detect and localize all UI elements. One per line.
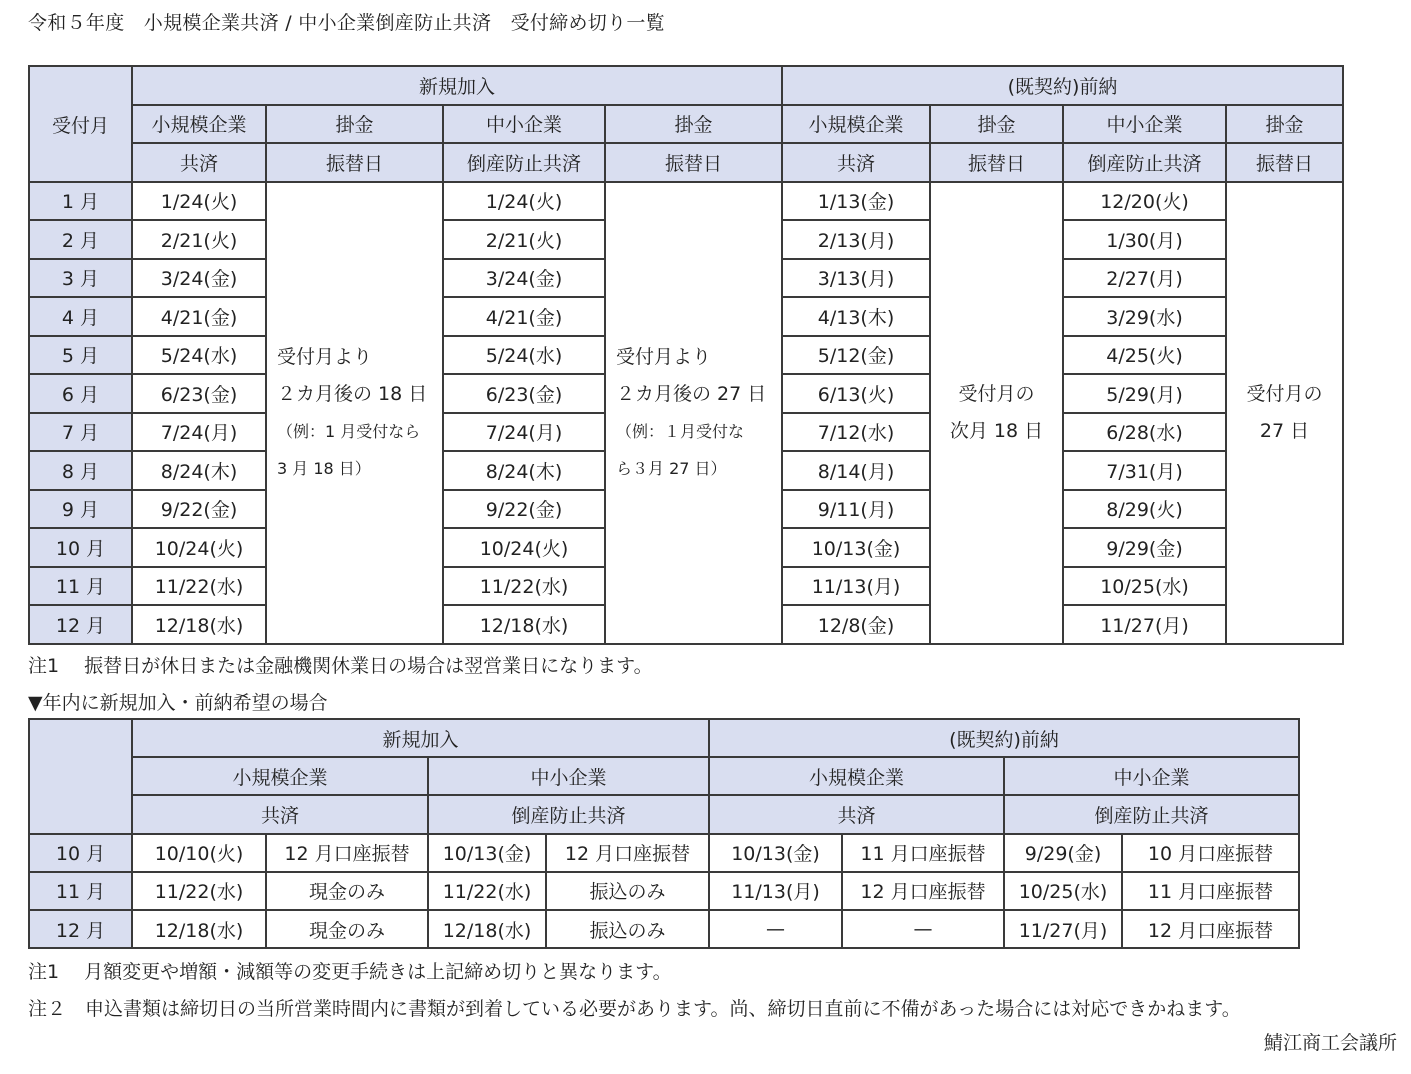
pre-tosan-deadline: 12/20(火) <box>1063 182 1226 221</box>
pre-shokibo-deadline: 2/13(月) <box>782 220 930 259</box>
new-tosan-deadline: 10/24(火) <box>443 528 605 567</box>
new-tosan-transfer-day <box>605 182 782 644</box>
month-cell: 12 月 <box>29 910 132 948</box>
new-tosan-deadline: 11/22(水) <box>443 567 605 606</box>
header-prepayment: (既契約)前納 <box>782 66 1343 105</box>
note-change-procedures: 注1 月額変更や増額・減額等の変更手続きは上記締め切りと異なります。 <box>28 961 672 983</box>
new-tosan-date: 12/18(水) <box>428 910 546 948</box>
new-shokibo-deadline: 5/24(水) <box>132 336 266 375</box>
month-cell: 1 月 <box>29 182 132 221</box>
t2-header-shokibo-new-2: 共済 <box>132 795 428 833</box>
transfer-text-line2: ２カ月後の 27 日 <box>616 382 767 405</box>
pre-shokibo-deadline: 3/13(月) <box>782 259 930 298</box>
transfer-text-line4: 3 月 18 日） <box>277 458 371 478</box>
pre-tosan-deadline: 2/27(月) <box>1063 259 1226 298</box>
pre-tosan-method: 12 月口座振替 <box>1122 910 1299 948</box>
transfer-text-line1: 受付月より <box>616 345 712 368</box>
header-new-enrollment-2: 新規加入 <box>132 719 709 757</box>
new-shokibo-deadline: 8/24(木) <box>132 451 266 490</box>
t2-header-shokibo-new-1: 小規模企業 <box>132 757 428 795</box>
header-shokibo-pre-1: 小規模企業 <box>782 105 930 144</box>
table-row <box>29 182 1343 221</box>
month-cell: 9 月 <box>29 490 132 529</box>
pre-shokibo-deadline: 12/8(金) <box>782 605 930 644</box>
pre-shokibo-date: — <box>709 910 842 948</box>
new-tosan-method: 12 月口座振替 <box>546 834 709 872</box>
transfer-text-line1: 受付月の <box>1246 382 1323 405</box>
t2-header-tosan-new-1: 中小企業 <box>428 757 709 795</box>
header-kakekin-pre-1: 掛金 <box>930 105 1063 144</box>
new-tosan-deadline: 5/24(水) <box>443 336 605 375</box>
pre-tosan-deadline: 11/27(月) <box>1063 605 1226 644</box>
table-row <box>29 834 1299 872</box>
new-shokibo-date: 11/22(水) <box>132 872 266 910</box>
pre-tosan-date: 9/29(金) <box>1004 834 1122 872</box>
pre-shokibo-method: 12 月口座振替 <box>842 872 1004 910</box>
new-tosan-method: 振込のみ <box>546 910 709 948</box>
year-end-table <box>28 718 1300 949</box>
transfer-text-line2: 次月 18 日 <box>949 419 1044 442</box>
deadline-table <box>28 65 1344 645</box>
section-year-end-title: ▼年内に新規加入・前納希望の場合 <box>28 692 328 714</box>
month-cell: 4 月 <box>29 297 132 336</box>
new-shokibo-deadline: 12/18(水) <box>132 605 266 644</box>
page-title: 令和５年度 小規模企業共済 / 中小企業倒産防止共済 受付締め切り一覧 <box>28 12 665 34</box>
pre-shokibo-deadline: 4/13(木) <box>782 297 930 336</box>
t2-header-tosan-pre-1: 中小企業 <box>1004 757 1299 795</box>
new-tosan-date: 10/13(金) <box>428 834 546 872</box>
new-shokibo-deadline: 1/24(火) <box>132 182 266 221</box>
month-cell: 10 月 <box>29 834 132 872</box>
table-row <box>29 872 1299 910</box>
pre-shokibo-deadline: 7/12(水) <box>782 413 930 452</box>
transfer-text-line2: 27 日 <box>1259 419 1310 442</box>
pre-tosan-transfer-day <box>1226 182 1343 644</box>
pre-shokibo-deadline: 9/11(月) <box>782 490 930 529</box>
pre-shokibo-transfer-day <box>930 182 1063 644</box>
new-tosan-deadline: 3/24(金) <box>443 259 605 298</box>
new-tosan-deadline: 7/24(月) <box>443 413 605 452</box>
month-cell: 10 月 <box>29 528 132 567</box>
table-row <box>29 910 1299 948</box>
pre-tosan-method: 11 月口座振替 <box>1122 872 1299 910</box>
t2-header-tosan-pre-2: 倒産防止共済 <box>1004 795 1299 833</box>
new-tosan-deadline: 8/24(木) <box>443 451 605 490</box>
pre-tosan-deadline: 8/29(火) <box>1063 490 1226 529</box>
header-tosan-pre-2: 倒産防止共済 <box>1063 143 1226 182</box>
pre-shokibo-deadline: 6/13(火) <box>782 374 930 413</box>
header-kakekin-new-tosan-1: 掛金 <box>605 105 782 144</box>
new-shokibo-transfer-day <box>266 182 443 644</box>
month-cell: 3 月 <box>29 259 132 298</box>
pre-tosan-deadline: 5/29(月) <box>1063 374 1226 413</box>
new-shokibo-deadline: 7/24(月) <box>132 413 266 452</box>
header-kakekin-pre-tosan-2: 振替日 <box>1226 143 1343 182</box>
transfer-text-line3: （例：１月受付な <box>616 421 745 441</box>
month-cell: 6 月 <box>29 374 132 413</box>
pre-shokibo-deadline: 10/13(金) <box>782 528 930 567</box>
new-shokibo-deadline: 6/23(金) <box>132 374 266 413</box>
pre-tosan-deadline: 3/29(水) <box>1063 297 1226 336</box>
header-month: 受付月 <box>29 66 132 182</box>
new-tosan-deadline: 9/22(金) <box>443 490 605 529</box>
t2-header-tosan-new-2: 倒産防止共済 <box>428 795 709 833</box>
new-tosan-date: 11/22(水) <box>428 872 546 910</box>
new-shokibo-deadline: 11/22(水) <box>132 567 266 606</box>
header-tosan-new-1: 中小企業 <box>443 105 605 144</box>
pre-shokibo-date: 10/13(金) <box>709 834 842 872</box>
pre-tosan-deadline: 6/28(水) <box>1063 413 1226 452</box>
pre-shokibo-deadline: 8/14(月) <box>782 451 930 490</box>
month-cell: 11 月 <box>29 872 132 910</box>
pre-tosan-deadline: 9/29(金) <box>1063 528 1226 567</box>
header-kakekin-new-2: 振替日 <box>266 143 443 182</box>
pre-shokibo-deadline: 1/13(金) <box>782 182 930 221</box>
transfer-text-line4: ら３月 27 日） <box>616 458 727 478</box>
pre-tosan-deadline: 4/25(火) <box>1063 336 1226 375</box>
month-cell: 5 月 <box>29 336 132 375</box>
pre-tosan-deadline: 10/25(水) <box>1063 567 1226 606</box>
pre-tosan-deadline: 7/31(月) <box>1063 451 1226 490</box>
new-shokibo-date: 10/10(火) <box>132 834 266 872</box>
new-tosan-deadline: 12/18(水) <box>443 605 605 644</box>
pre-tosan-method: 10 月口座振替 <box>1122 834 1299 872</box>
header-shokibo-pre-2: 共済 <box>782 143 930 182</box>
pre-tosan-deadline: 1/30(月) <box>1063 220 1226 259</box>
month-cell: 7 月 <box>29 413 132 452</box>
header-blank <box>29 719 132 834</box>
header-kakekin-new-1: 掛金 <box>266 105 443 144</box>
t2-header-shokibo-pre-2: 共済 <box>709 795 1004 833</box>
new-tosan-deadline: 1/24(火) <box>443 182 605 221</box>
header-kakekin-pre-tosan-1: 掛金 <box>1226 105 1343 144</box>
pre-tosan-date: 11/27(月) <box>1004 910 1122 948</box>
new-shokibo-deadline: 3/24(金) <box>132 259 266 298</box>
new-shokibo-method: 現金のみ <box>266 910 428 948</box>
header-shokibo-new-1: 小規模企業 <box>132 105 266 144</box>
new-shokibo-deadline: 9/22(金) <box>132 490 266 529</box>
pre-shokibo-deadline: 5/12(金) <box>782 336 930 375</box>
new-shokibo-deadline: 4/21(金) <box>132 297 266 336</box>
signature: 鯖江商工会議所 <box>1263 1032 1397 1054</box>
note-document-arrival: 注２ 申込書類は締切日の当所営業時間内に書類が到着している必要があります。尚、締切日直前に不備があった場合には対応できかねます。 <box>28 998 1241 1020</box>
new-tosan-method: 振込のみ <box>546 872 709 910</box>
new-tosan-deadline: 4/21(金) <box>443 297 605 336</box>
header-kakekin-new-tosan-2: 振替日 <box>605 143 782 182</box>
new-shokibo-date: 12/18(水) <box>132 910 266 948</box>
transfer-text-line2: ２カ月後の 18 日 <box>277 382 428 405</box>
header-kakekin-pre-2: 振替日 <box>930 143 1063 182</box>
pre-tosan-date: 10/25(水) <box>1004 872 1122 910</box>
transfer-text-line3: （例：1 月受付なら <box>277 421 421 441</box>
header-shokibo-new-2: 共済 <box>132 143 266 182</box>
header-new-enrollment: 新規加入 <box>132 66 782 105</box>
new-tosan-deadline: 2/21(火) <box>443 220 605 259</box>
t2-header-shokibo-pre-1: 小規模企業 <box>709 757 1004 795</box>
transfer-text-line1: 受付月より <box>277 345 373 368</box>
pre-shokibo-date: 11/13(月) <box>709 872 842 910</box>
month-cell: 11 月 <box>29 567 132 606</box>
pre-shokibo-method: 11 月口座振替 <box>842 834 1004 872</box>
new-shokibo-method: 12 月口座振替 <box>266 834 428 872</box>
transfer-text-line1: 受付月の <box>958 382 1035 405</box>
new-shokibo-method: 現金のみ <box>266 872 428 910</box>
header-prepayment-2: (既契約)前納 <box>709 719 1299 757</box>
month-cell: 2 月 <box>29 220 132 259</box>
new-tosan-deadline: 6/23(金) <box>443 374 605 413</box>
month-cell: 8 月 <box>29 451 132 490</box>
header-tosan-new-2: 倒産防止共済 <box>443 143 605 182</box>
header-tosan-pre-1: 中小企業 <box>1063 105 1226 144</box>
new-shokibo-deadline: 10/24(火) <box>132 528 266 567</box>
new-shokibo-deadline: 2/21(火) <box>132 220 266 259</box>
month-cell: 12 月 <box>29 605 132 644</box>
note-transfer-holiday: 注1 振替日が休日または金融機関休業日の場合は翌営業日になります。 <box>28 655 653 677</box>
pre-shokibo-deadline: 11/13(月) <box>782 567 930 606</box>
pre-shokibo-method: — <box>842 910 1004 948</box>
